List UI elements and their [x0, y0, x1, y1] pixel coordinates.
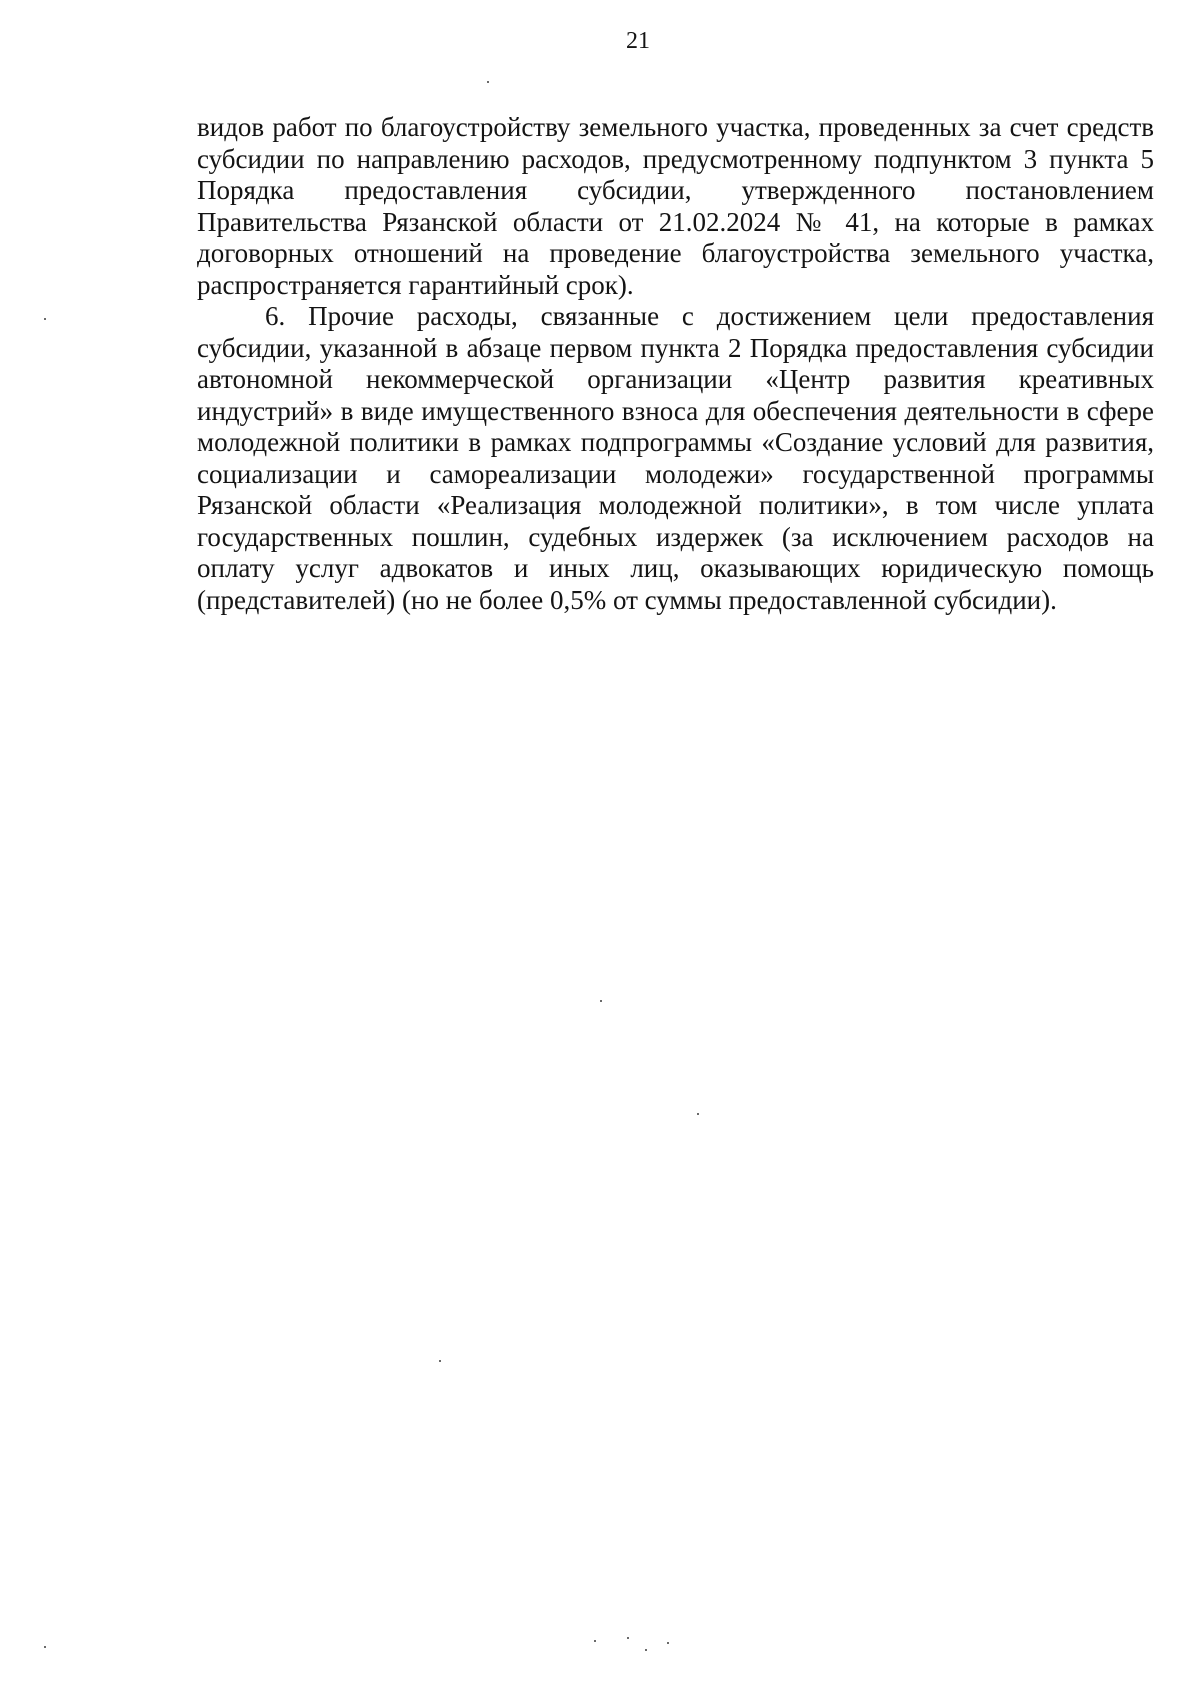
page-number: 21 — [626, 28, 650, 54]
scan-speck — [44, 318, 46, 320]
scan-speck — [439, 1360, 441, 1362]
scan-speck — [600, 1000, 602, 1002]
paragraph-item-6: 6. Прочие расходы, связанные с достижением цели предоставления субсидии, указанной в абзаце первом пункта 2 Порядка предоставления субсидии автономной некоммерческой организации «Центр развития креативных индустрий» в виде имущественного взноса для обеспечения деятельности в сфере молодежной политики в рамках подпрограммы «Создание условий для развития, социализации и самореализации молодежи» государственной программы Рязанской области «Реализация молодежной политики», в том числе уплата государственных пошлин, судебных издержек (за исключением расходов на оплату услуг адвокатов и иных лиц, оказывающих юридическую помощь (представителей) (но не более 0,5% от суммы предоставленной субсидии). — [197, 301, 1154, 615]
scan-speck — [645, 1649, 647, 1651]
scan-speck — [627, 1637, 629, 1639]
scan-speck — [594, 1640, 596, 1642]
scan-speck — [487, 81, 489, 83]
scan-speck — [44, 1646, 46, 1648]
document-body — [197, 112, 1154, 616]
paragraph-continuation: видов работ по благоустройству земельного участка, проведенных за счет средств субсидии по направлению расходов, предусмотренному подпунктом 3 пункта 5 Порядка предоставления субсидии, утвержденного постановлением Правительства Рязанской области от 21.02.2024 № 41, на которые в рамках договорных отношений на проведение благоустройства земельного участка, распространяется гарантийный срок). — [197, 112, 1154, 300]
scan-speck — [697, 1113, 699, 1115]
scan-speck — [667, 1642, 669, 1644]
